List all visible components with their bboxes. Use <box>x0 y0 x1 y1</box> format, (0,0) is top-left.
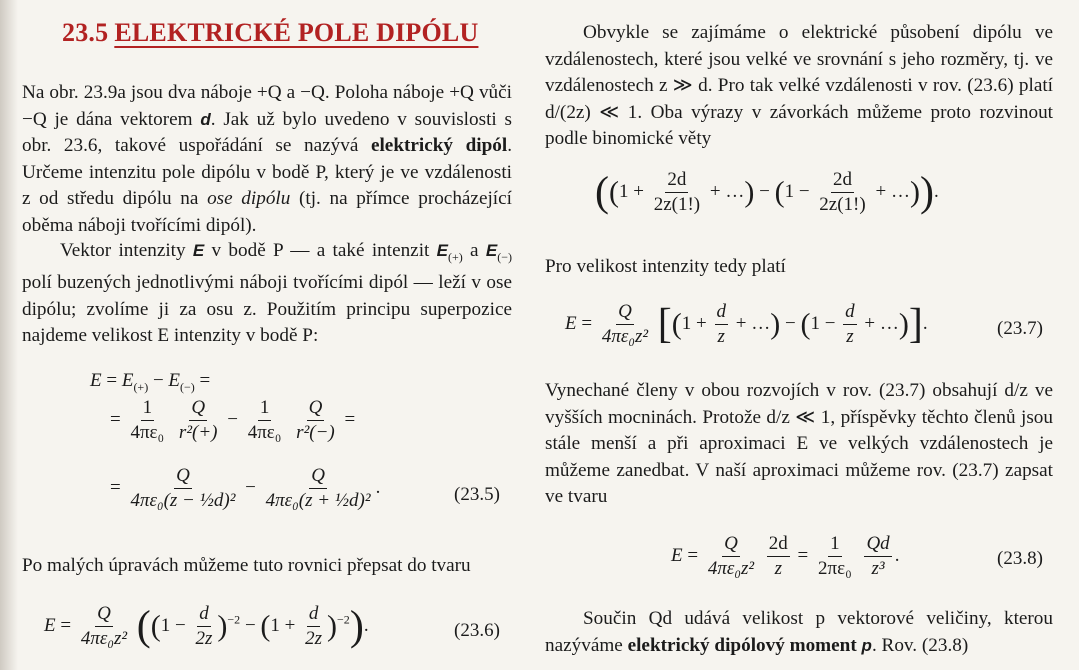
text: Součin Qd udává velikost p vektorové veličiny, kterou nazýváme <box>545 608 1053 656</box>
numerator: d <box>843 302 857 325</box>
equation-23-8 <box>671 534 899 579</box>
equation-23-5-line-2 <box>110 398 355 443</box>
equation-23-6: E = $\frac{Q}{\text{4πε₀z²}}$ ((1 − $\frac{d}{2z}$ )$^{-2}$ − (1 + $\frac{d}{2z}$ )$^{-2}$). <box>44 603 369 650</box>
text: Na obr. 23.9a jsou dva náboje +Q a −Q. Poloha náboje +Q vůči −Q je dána vektorem <box>22 82 512 130</box>
denominator: 2z <box>195 627 213 649</box>
numerator: Q <box>309 466 327 489</box>
denominator: r²(+) <box>178 421 218 443</box>
symbol: − <box>244 614 256 636</box>
denominator: 2z <box>305 627 323 649</box>
symbol: E <box>168 370 181 391</box>
symbol: . <box>894 544 900 566</box>
exponent: −2 <box>337 612 350 627</box>
equation-number-23-5: (23.5) <box>454 484 500 505</box>
symbol: … <box>890 180 910 202</box>
numerator: Q <box>722 534 740 557</box>
symbol: − <box>227 408 238 430</box>
fraction <box>817 170 867 215</box>
symbol: − <box>152 370 164 391</box>
vector-d: d <box>200 109 211 129</box>
symbol: = <box>60 614 72 636</box>
exponent: −2 <box>227 612 241 627</box>
equation-binomial-expansion: ((1 + $\frac{2d}{2z(1!)}$ + …) − (1 − $\frac{2d}{2z(1!)}$ + …)). <box>595 169 939 216</box>
symbol: … <box>879 312 899 334</box>
symbol: . <box>375 476 381 498</box>
symbol: − <box>824 312 836 334</box>
symbol: + <box>696 312 707 334</box>
symbol: = <box>687 544 699 566</box>
symbol: … <box>751 312 771 334</box>
text: . Určeme intenzitu pole dipólu v bodě P, který je ve vzdálenosti z od středu dipólu na <box>22 135 513 209</box>
symbol: − <box>245 476 256 498</box>
paragraph-far-field: Obvykle se zajímáme o elektrické působení dipólu ve vzdálenostech, které jsou velké ve srovnání s jeho rozměry, tj. ve vzdálenostech z ≫ d. Pro tak velké vzdálenosti v rov. (23.6) platí d/(2z) ≪ 1. Oba výrazy v závorkách můžeme proto rozvinout podle binomické věty <box>545 22 1053 149</box>
fraction <box>706 534 756 579</box>
fraction <box>194 604 215 649</box>
denominator: 4πε₀z² <box>707 557 755 579</box>
symbol: + <box>864 312 876 334</box>
fraction <box>246 398 284 443</box>
paragraph-rewrite: Po malých úpravách můžeme tuto rovnici přepsat do tvaru <box>22 555 471 576</box>
text: polí buzených jednotlivými náboji tvořícími dipól — leží v ose dipólu; zvolíme ji za osu z. Použitím principu superpozice najdeme velikost E intenzity v bodě P: <box>22 272 512 347</box>
vector-E-plus: E <box>436 241 448 260</box>
text: a <box>462 240 486 261</box>
fraction <box>816 534 854 579</box>
symbol: − <box>759 180 770 202</box>
numerator: 2d <box>831 170 854 193</box>
equation-number-23-7: (23.7) <box>997 318 1043 339</box>
denominator: 2z(1!) <box>653 193 701 215</box>
fraction <box>264 466 373 511</box>
numerator: d <box>197 604 211 627</box>
section-title: ELEKTRICKÉ POLE DIPÓLU <box>114 18 479 47</box>
paragraph-magnitude: Pro velikost intenzity tedy platí <box>545 256 786 277</box>
denominator: 4πε₀(z − ½d)² <box>130 489 236 511</box>
vector-E: E <box>192 241 205 260</box>
denominator: 4πε₀z² <box>80 627 128 649</box>
fraction <box>128 398 166 443</box>
paragraph-approximation: Vynechané členy v obou rozvojích v rov. (23.7) obsahují d/z ve vyšších mocninách. Protože d/z ≪ 1, příspěvky těchto členů jsou stále menší a při aproximaci E ve velkých vzdálenostech je můžeme zanedbat. V naší aproximaci můžeme rov. (23.7) zapsat ve tvaru <box>545 380 1053 507</box>
numerator: 2d <box>767 534 790 557</box>
fraction <box>128 466 237 511</box>
symbol: + <box>875 180 887 202</box>
text: . Rov. (23.8) <box>871 634 969 656</box>
equation-23-7: E = $\frac{Q}{\text{4πε₀z²}}$ [(1 + $\frac{d}{z}$ + …) − (1 − $\frac{d}{z}$ + …)]. <box>565 301 928 348</box>
denominator: 2z(1!) <box>819 193 866 215</box>
symbol: = <box>110 408 121 430</box>
symbol: E <box>90 370 102 391</box>
term-electric-dipole: elektrický dipól <box>370 135 508 156</box>
numerator: Q <box>95 604 113 627</box>
fraction <box>303 604 324 649</box>
denominator: z <box>717 325 725 347</box>
denominator: 2πε₀ <box>818 557 852 579</box>
symbol: . <box>363 614 369 636</box>
paragraph-intro <box>22 80 512 239</box>
symbol: − <box>798 180 810 202</box>
numerator: 1 <box>258 398 272 421</box>
numerator: Q <box>307 398 325 421</box>
subscript: (−) <box>497 249 512 264</box>
denominator: 4πε₀ <box>247 421 282 443</box>
numerator: Qd <box>864 534 891 557</box>
numerator: Q <box>174 466 192 489</box>
term-dipole-axis: ose dipólu <box>207 188 291 209</box>
denominator: z <box>774 557 782 579</box>
symbol: + <box>709 180 721 202</box>
symbol: E <box>121 370 134 391</box>
symbol: = <box>110 476 121 498</box>
numerator: Q <box>189 398 207 421</box>
equation-number-23-8: (23.8) <box>997 548 1043 569</box>
symbol: − <box>175 614 186 636</box>
fraction <box>767 534 790 579</box>
symbol: = <box>344 408 356 430</box>
denominator: 4πε₀ <box>130 421 165 443</box>
numerator: 1 <box>141 398 155 421</box>
subscript: (+) <box>448 249 463 264</box>
symbol: = <box>581 312 593 334</box>
denominator: r²(−) <box>296 421 335 443</box>
equation-23-5-line-1: $E = E_{(+)} - E_{(-)}$ = <box>90 370 211 394</box>
text: Vektor intenzity <box>60 240 193 261</box>
fraction <box>864 534 891 579</box>
section-number: 23.5 <box>62 18 109 47</box>
numerator: d <box>715 302 729 325</box>
text: . Jak už bylo uvedeno v souvislosti s obr. 23.6, takové uspořádání se nazývá <box>22 108 512 156</box>
symbol: … <box>725 180 745 202</box>
symbol: + <box>633 180 644 202</box>
numerator: Q <box>616 302 634 325</box>
text: v bodě P — a také intenzit <box>204 240 437 261</box>
fraction <box>652 170 702 215</box>
fraction <box>600 302 650 347</box>
numerator: d <box>307 604 321 627</box>
denominator: z <box>846 325 854 347</box>
symbol: + <box>284 614 296 636</box>
symbol: = <box>797 544 809 566</box>
equation-number-23-6: (23.6) <box>454 620 500 641</box>
text: (tj. na přímce procházející oběma náboji tvořícími dipól). <box>22 188 512 236</box>
fraction <box>715 302 729 347</box>
paragraph-superposition <box>22 238 512 350</box>
paragraph-dipole-moment <box>545 606 1053 659</box>
symbol: E <box>565 312 577 334</box>
numerator: 2d <box>665 170 688 193</box>
fraction <box>843 302 857 347</box>
symbol: . <box>922 312 928 334</box>
symbol: − <box>784 312 796 334</box>
denominator: z³ <box>871 557 885 579</box>
denominator: 4πε₀z² <box>601 325 649 347</box>
symbol: + <box>735 312 747 334</box>
section-heading <box>62 18 478 48</box>
denominator: 4πε₀(z + ½d)² <box>265 489 371 511</box>
page-gutter-shadow <box>0 0 18 670</box>
numerator: 1 <box>828 534 842 557</box>
fraction <box>79 604 129 649</box>
fraction <box>294 398 337 443</box>
fraction <box>177 398 220 443</box>
term-dipole-moment: elektrický dipólový moment <box>627 634 857 656</box>
symbol: E <box>671 544 683 566</box>
symbol: . <box>933 180 939 202</box>
symbol: E <box>44 614 56 636</box>
vector-E-minus: E <box>485 241 498 260</box>
equation-23-5-line-3 <box>110 466 380 511</box>
vector-p: p <box>861 635 872 655</box>
